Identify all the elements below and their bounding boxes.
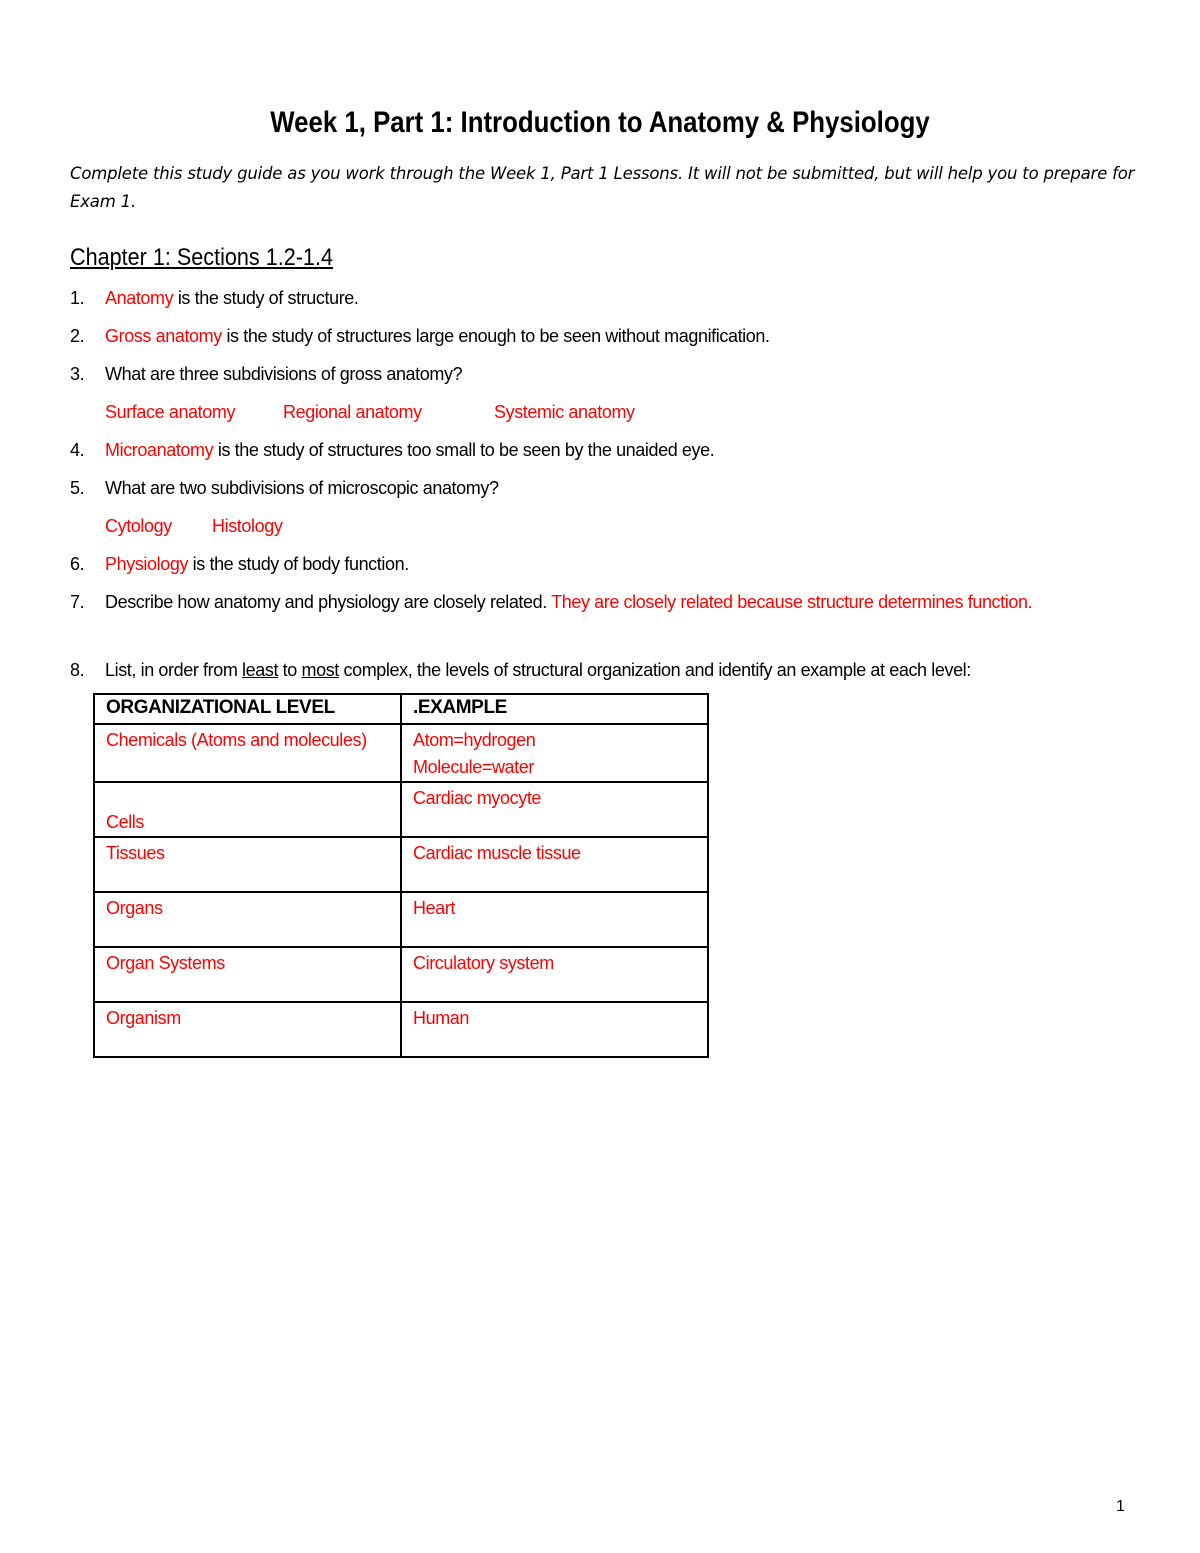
level-cell: Cells: [94, 782, 401, 837]
column-header-level: ORGANIZATIONAL LEVEL: [94, 694, 401, 724]
level-cell: Chemicals (Atoms and molecules): [94, 724, 401, 782]
question-2: [70, 325, 770, 347]
level-cell: Organ Systems: [94, 947, 401, 1002]
question-number: 8.: [70, 660, 85, 680]
answer-text: Microanatomy: [105, 440, 214, 460]
question-text: is the study of body function.: [188, 554, 409, 574]
question-6: [70, 553, 409, 575]
table-row: [94, 724, 708, 782]
answer-cytology: Cytology: [105, 516, 172, 536]
answer-text: Anatomy: [105, 288, 174, 308]
question-number: 1.: [70, 288, 85, 308]
intro-text: Complete this study guide as you work through the Week 1, Part 1 Lessons. It will not be submitted, but will help you to prepare for Exam 1.: [70, 164, 1135, 211]
question-3: [70, 363, 462, 385]
example-cell: Cardiac myocyte: [401, 782, 708, 837]
question-7: [70, 591, 1032, 613]
question-4: [70, 439, 714, 461]
question-text: What are two subdivisions of microscopic anatomy?: [105, 478, 499, 498]
chapter-heading: Chapter 1: Sections 1.2-1.4: [70, 244, 333, 271]
example-cell: Cardiac muscle tissue: [401, 837, 708, 892]
question-text: What are three subdivisions of gross anatomy?: [105, 364, 463, 384]
answer-text: Physiology: [105, 554, 189, 574]
question-text: List, in order from: [105, 660, 243, 680]
question-number: 3.: [70, 364, 85, 384]
table-row: [94, 892, 708, 947]
example-cell: [401, 724, 708, 782]
column-header-example: .EXAMPLE: [401, 694, 708, 724]
example-cell: Human: [401, 1002, 708, 1057]
table-row: [94, 837, 708, 892]
question-5: [70, 477, 499, 499]
question-text: Describe how anatomy and physiology are closely related.: [105, 592, 552, 612]
example-cell: Circulatory system: [401, 947, 708, 1002]
emphasis-most: most: [301, 660, 339, 680]
level-cell: Organism: [94, 1002, 401, 1057]
question-text: is the study of structure.: [173, 288, 359, 308]
table-row: [94, 782, 708, 837]
question-text: is the study of structures large enough to be seen without magnification.: [221, 326, 770, 346]
question-number: 7.: [70, 592, 85, 612]
answer-systemic-anatomy: Systemic anatomy: [494, 402, 635, 422]
page-number: 1: [1116, 1498, 1125, 1515]
question-text: to: [278, 660, 302, 680]
table-row: [94, 947, 708, 1002]
question-number: 2.: [70, 326, 85, 346]
example-cell: Heart: [401, 892, 708, 947]
question-1: [70, 287, 359, 309]
answer-text: Gross anatomy: [105, 326, 222, 346]
answer-text: They are closely related because structure determines function.: [551, 592, 1033, 612]
example-line: Atom=hydrogen: [413, 730, 536, 750]
table-header-row: [94, 694, 708, 724]
question-number: 4.: [70, 440, 85, 460]
organization-table: [93, 693, 709, 1058]
answer-histology: Histology: [212, 516, 283, 536]
question-number: 5.: [70, 478, 85, 498]
example-line: Molecule=water: [413, 757, 534, 777]
question-text: is the study of structures too small to be seen by the unaided eye.: [213, 440, 715, 460]
level-cell: Tissues: [94, 837, 401, 892]
page-title: Week 1, Part 1: Introduction to Anatomy & Physiology: [270, 106, 930, 139]
question-8: [70, 659, 971, 681]
question-text: complex, the levels of structural organization and identify an example at each level:: [338, 660, 971, 680]
table-row: [94, 1002, 708, 1057]
answer-surface-anatomy: Surface anatomy: [105, 402, 236, 422]
level-cell: Organs: [94, 892, 401, 947]
emphasis-least: least: [242, 660, 279, 680]
question-number: 6.: [70, 554, 85, 574]
answer-regional-anatomy: Regional anatomy: [283, 402, 422, 422]
